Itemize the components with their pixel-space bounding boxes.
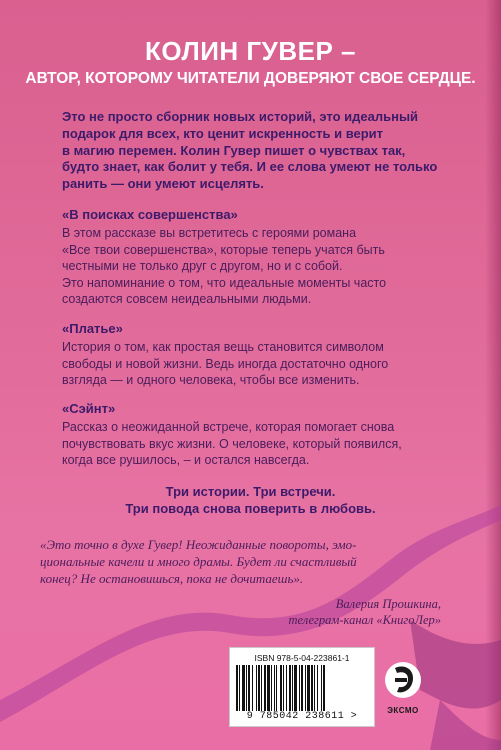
intro-line: Это не просто сборник новых историй, это идеальный — [62, 109, 419, 124]
barcode-bar — [256, 665, 257, 711]
description-line: честными не только друг с другом, но и с собой. — [62, 259, 343, 274]
barcode-bar — [236, 665, 238, 711]
story-description-1 — [62, 225, 462, 308]
barcode-bar — [252, 665, 253, 711]
story-title-2: «Платье» — [62, 321, 123, 336]
barcode-bar — [321, 665, 322, 711]
barcode-bar — [292, 665, 293, 711]
description-line: взгляда — и одного человека, чтобы все изменить. — [62, 373, 360, 388]
barcode-bar — [294, 665, 297, 711]
quote-author: Валерия Прошкина, — [335, 597, 441, 611]
description-line: История о том, как простая вещь становится символом — [62, 340, 384, 354]
intro-line: в магию перемен. Колин Гувер пишет о чувствах так, — [62, 142, 406, 158]
barcode-bar — [323, 665, 325, 711]
barcode-number: 9 785042 238611 > — [246, 711, 358, 722]
barcode-bar — [264, 665, 266, 711]
description-line: В этом рассказе вы встретитесь с героями романа — [62, 226, 357, 240]
review-quote — [40, 536, 470, 587]
tagline-line-2: Три повода снова поверить в любовь. — [125, 501, 376, 516]
barcode-bar — [246, 665, 247, 711]
barcode-bar — [239, 665, 240, 711]
quote-line: конец? Не остановишься, пока не дочитаешь». — [40, 571, 304, 586]
barcode-bar — [286, 665, 287, 711]
tagline-line-1: Три истории. Три встречи. — [165, 484, 336, 499]
description-line: Рассказ о неожиданной встрече, которая помогает снова — [62, 420, 395, 434]
description-line: создаются совсем неидеальными людьми. — [62, 292, 312, 307]
description-line: «Все твои совершенства», которые теперь учатся быть — [62, 242, 385, 257]
quote-line: циональные качели и много драмы. Будет ли счастливый — [40, 554, 357, 569]
barcode-bar — [289, 665, 291, 711]
description-line: свободы и новой жизни. Ведь иногда достаточно одного — [62, 356, 389, 371]
description-line: Это напоминание о том, что идеальные моменты часто — [62, 275, 387, 290]
quote-source: телеграм-канал «КнигоЛер» — [288, 613, 441, 627]
barcode-bar — [311, 665, 313, 711]
author-subtitle: АВТОР, КОТОРОМУ ЧИТАТЕЛИ ДОВЕРЯЮТ СВОЕ СЕРДЦЕ. — [25, 70, 476, 87]
barcode-bar — [307, 665, 310, 711]
story-description-2 — [62, 339, 462, 389]
story-description-3 — [62, 419, 462, 469]
barcode-bar — [280, 665, 282, 711]
barcode-bar — [314, 665, 315, 711]
barcode-bar — [283, 665, 284, 711]
barcode-bar — [261, 665, 262, 711]
barcode-bar — [276, 665, 277, 711]
intro-line: подарок для всех, кто ценит искренность и верит — [62, 125, 384, 141]
barcode-bars — [236, 665, 368, 711]
barcode-bar — [274, 665, 275, 711]
barcode-bar — [242, 665, 245, 711]
author-heading: КОЛИН ГУВЕР – — [145, 36, 356, 66]
barcode-bar — [305, 665, 306, 711]
intro-line: будто знает, как болит у тебя. И ее слова умеют не только — [62, 159, 438, 175]
barcode-bar — [248, 665, 250, 711]
story-title-1: «В поисках совершенства» — [62, 207, 238, 222]
intro-line: ранить — они умеют исцелять. — [62, 176, 264, 192]
story-title-3: «Сэйнт» — [62, 401, 116, 416]
isbn-label: ISBN 978-5-04-223861-1 — [254, 653, 350, 663]
barcode-bar — [299, 665, 300, 711]
description-line: когда все рушилось, – и остался навсегда. — [62, 453, 310, 468]
barcode-panel — [229, 647, 375, 727]
intro-paragraph — [62, 109, 452, 193]
barcode-bar — [267, 665, 270, 711]
barcode-bar — [317, 665, 318, 711]
quote-line: «Это точно в духе Гувер! Неожиданные повороты, эмо- — [40, 537, 357, 552]
barcode-bar — [258, 665, 260, 711]
publisher-name: ЭКСМО — [387, 706, 419, 715]
description-line: почувствовать вкус жизни. О человеке, который появился, — [62, 436, 402, 451]
barcode-bar — [271, 665, 272, 711]
barcode-bar — [301, 665, 303, 711]
